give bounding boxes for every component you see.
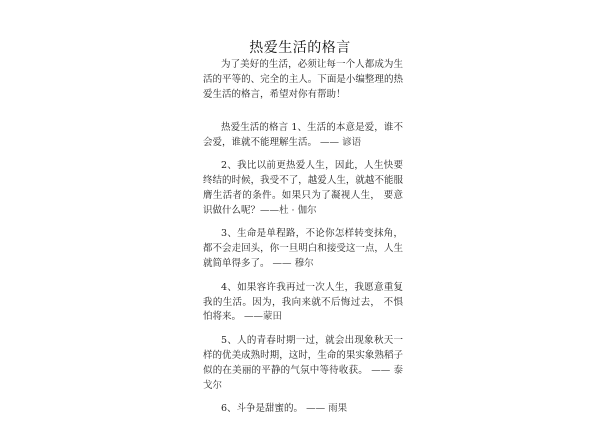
quote-list <box>203 121 403 425</box>
quote-paragraph <box>203 334 403 394</box>
quote-author: —— 雨果 <box>306 403 348 414</box>
quote-text: 4、如果容许我再过一次人生，我愿意重复我的生活。因为，我向来就不后悔过去， 不惧怕将来。 <box>203 281 403 323</box>
intro-paragraph: 为了美好的生活，必须让每一个人都成为生活的平等的、完全的主人。下面是小编整理的热爱生活的格言，希望对你有帮助！ <box>203 59 403 100</box>
quote-text: 5、人的青春时期一过，就会出现象秋天一样的优美成熟时期，这时，生命的果实象熟稻子似的在美丽的平静的气氛中等待收获。 <box>203 334 403 376</box>
quote-text: 2、我比以前更热爱人生，因此，人生快要终结的时候，我受不了，越爱人生，就越不能服膺生活者的条件。如果只为了凝视人生， 要意识做什么呢？ <box>203 160 403 217</box>
quote-author: —— 泰戈尔 <box>203 364 403 391</box>
quote-author: —— 谚语 <box>320 136 362 148</box>
quote-paragraph <box>203 227 403 272</box>
quote-author: —— 穆尔 <box>272 258 314 270</box>
quote-paragraph <box>203 121 403 151</box>
document-title: 热爱生活的格言 <box>249 40 351 56</box>
quote-paragraph <box>203 402 403 417</box>
quote-paragraph <box>203 159 403 219</box>
quote-author: ——杜 · 伽尔 <box>260 205 317 217</box>
quote-text: 6、斗争是甜蜜的。 <box>221 403 304 414</box>
quote-text: 热爱生活的格言 1、生活的本意是爱，谁不会爱，谁就不能理解生活。 <box>203 122 403 148</box>
quote-text: 3、生命是单程路，不论你怎样转变抹角，都不会走回头，你一旦明白和接受这一点，人生就简单得多了。 <box>203 228 403 270</box>
quote-author: ——蒙田 <box>244 311 283 323</box>
quote-paragraph <box>203 281 403 326</box>
